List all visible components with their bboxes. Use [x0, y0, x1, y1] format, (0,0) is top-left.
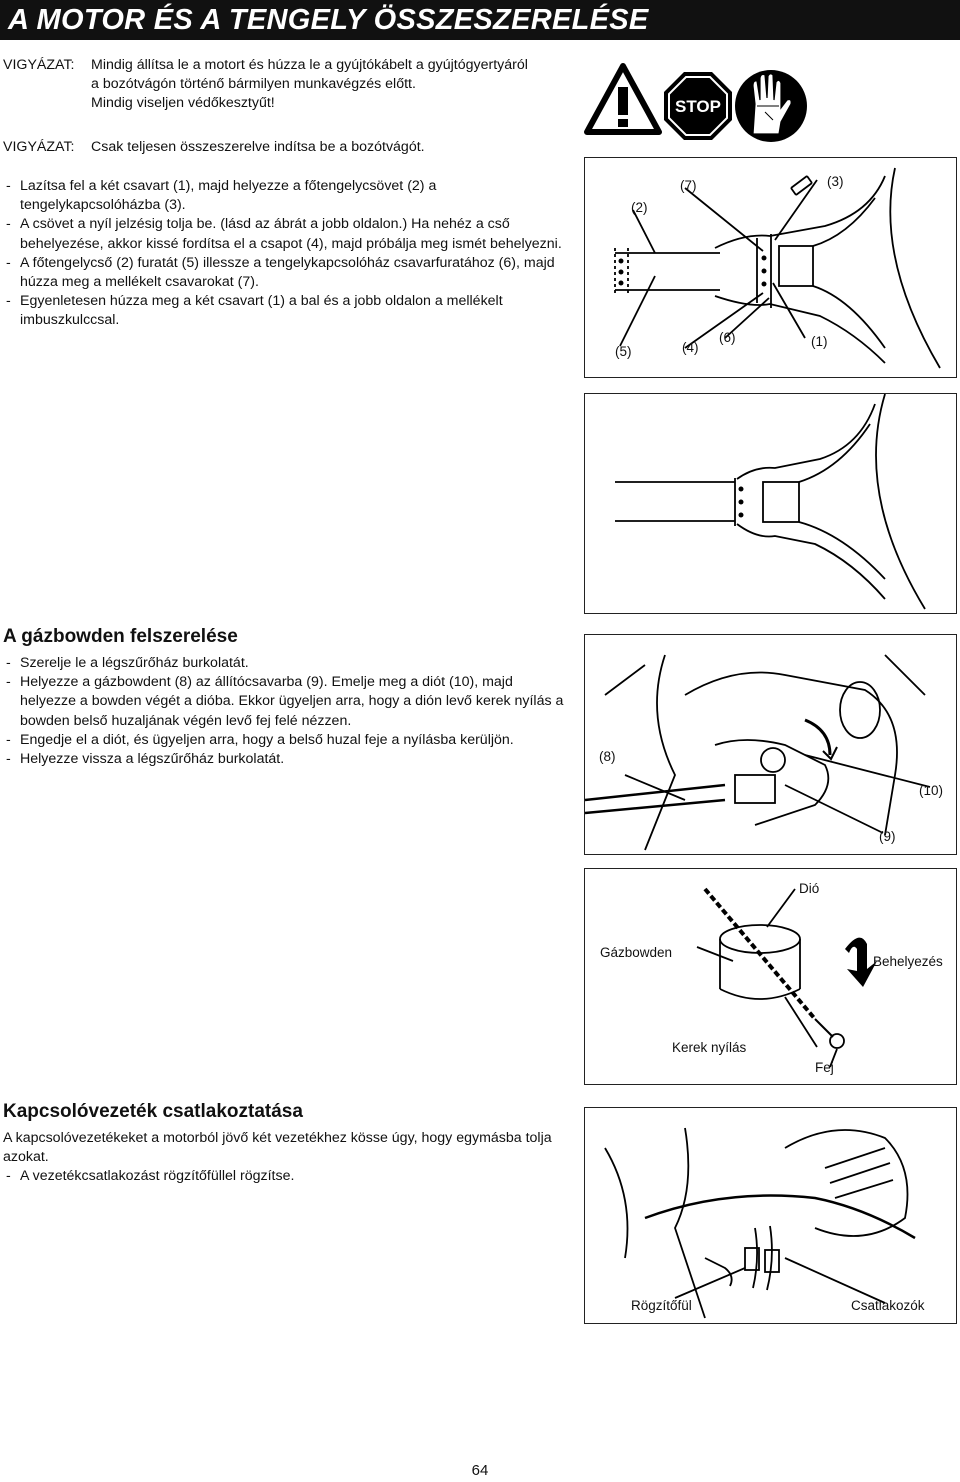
- figure-label: (3): [827, 174, 844, 189]
- warning-text-2: [91, 138, 571, 157]
- figure-label: Fej: [815, 1060, 834, 1075]
- switch-intro: A kapcsolóvezetékeket a motorból jövő két vezetékhez kösse úgy, hogy egymásba tolja azokat.: [3, 1130, 552, 1166]
- warning-line: Mindig állítsa le a motort és húzza le a gyújtókábelt a gyújtógyertyáról: [91, 57, 528, 73]
- figure-nut-detail: [584, 868, 957, 1085]
- figure-switch-wiring: [584, 1107, 957, 1324]
- figure-label: (7): [680, 178, 697, 193]
- svg-text:STOP: STOP: [675, 97, 721, 116]
- figure-shaft-assembled: [584, 393, 957, 614]
- warning-line: a bozótvágón történő bármilyen munkavégzés előtt.: [91, 76, 416, 93]
- figure-label: Rögzítőfül: [631, 1298, 692, 1313]
- list-item: - A csövet a nyíl jelzésig tolja be. (lásd az ábrát a jobb oldalon.) Ha nehéz a cső behelyezése, akkor kissé fordítsa el a csapot (4), majd próbálja meg ismét behelyezni.: [3, 215, 577, 253]
- switch-steps: [3, 1167, 569, 1186]
- warning-label-2: VIGYÁZAT:: [3, 139, 75, 155]
- gloves-icon: [735, 70, 807, 142]
- figure-label: (10): [919, 783, 944, 798]
- figure-label: (6): [719, 330, 736, 345]
- figure-label: (1): [811, 334, 828, 349]
- warning-line: Csak teljesen összeszerelve indítsa be a bozótvágót.: [91, 139, 425, 155]
- list-item: - Egyenletesen húzza meg a két csavart (1) a bal és a jobb oldalon a mellékelt imbuszkulccsal.: [3, 292, 577, 330]
- list-item: - Lazítsa fel a két csavart (1), majd helyezze a főtengelycsövet (2) a tengelykapcsolóházba (3).: [3, 177, 577, 215]
- warning-line: Mindig viseljen védőkesztyűt!: [91, 95, 275, 112]
- figure-label: (8): [599, 749, 616, 764]
- figure-label: (4): [682, 340, 699, 355]
- list-item: - Helyezze vissza a légszűrőház burkolatát.: [3, 750, 569, 769]
- figure-throttle-cable: [584, 634, 957, 855]
- page-title: A MOTOR ÉS A TENGELY ÖSSZESZERELÉSE: [0, 0, 960, 40]
- list-item: - A főtengelycső (2) furatát (5) illessze a tengelykapcsolóház csavarfuratához (6), majd húzza meg a mellékelt csavarokat (7).: [3, 254, 577, 292]
- stop-sign-icon: [664, 72, 732, 140]
- list-item: - Engedje el a diót, és ügyeljen arra, hogy a belső huzal feje a nyílásba kerüljön.: [3, 731, 569, 750]
- warning-triangle-icon: [587, 66, 659, 132]
- figure-label: Dió: [799, 881, 820, 896]
- safety-icons: [583, 60, 811, 152]
- switch-heading: Kapcsolóvezeték csatlakoztatása: [3, 1101, 303, 1122]
- figure-label: (5): [615, 344, 632, 359]
- figure-label: Gázbowden: [600, 945, 673, 960]
- throttle-heading: A gázbowden felszerelése: [3, 626, 238, 647]
- page-number: 64: [471, 1462, 489, 1479]
- figure-label: (2): [631, 200, 648, 215]
- warning-label-1: VIGYÁZAT:: [3, 57, 75, 73]
- list-item: - Helyezze a gázbowdent (8) az állítócsavarba (9). Emelje meg a diót (10), majd helyezze a bowden végét a dióba. Ekkor ügyeljen arra, hogy a dión levő kerek nyílás a bowden belső huzaljának végén levő fej felé nézzen.: [3, 673, 569, 731]
- warning-text-1: [91, 56, 571, 114]
- figure-label: Kerek nyílás: [672, 1040, 747, 1055]
- figure-label: (9): [879, 829, 896, 844]
- list-item: - Szerelje le a légszűrőház burkolatát.: [3, 654, 569, 673]
- figure-label: Behelyezés: [873, 954, 943, 969]
- assembly-steps: [3, 177, 577, 331]
- figure-label: Csatlakozók: [851, 1298, 925, 1313]
- throttle-steps: [3, 654, 569, 769]
- figure-shaft-assembly: [584, 157, 957, 378]
- list-item: - A vezetékcsatlakozást rögzítőfüllel rögzítse.: [3, 1167, 569, 1186]
